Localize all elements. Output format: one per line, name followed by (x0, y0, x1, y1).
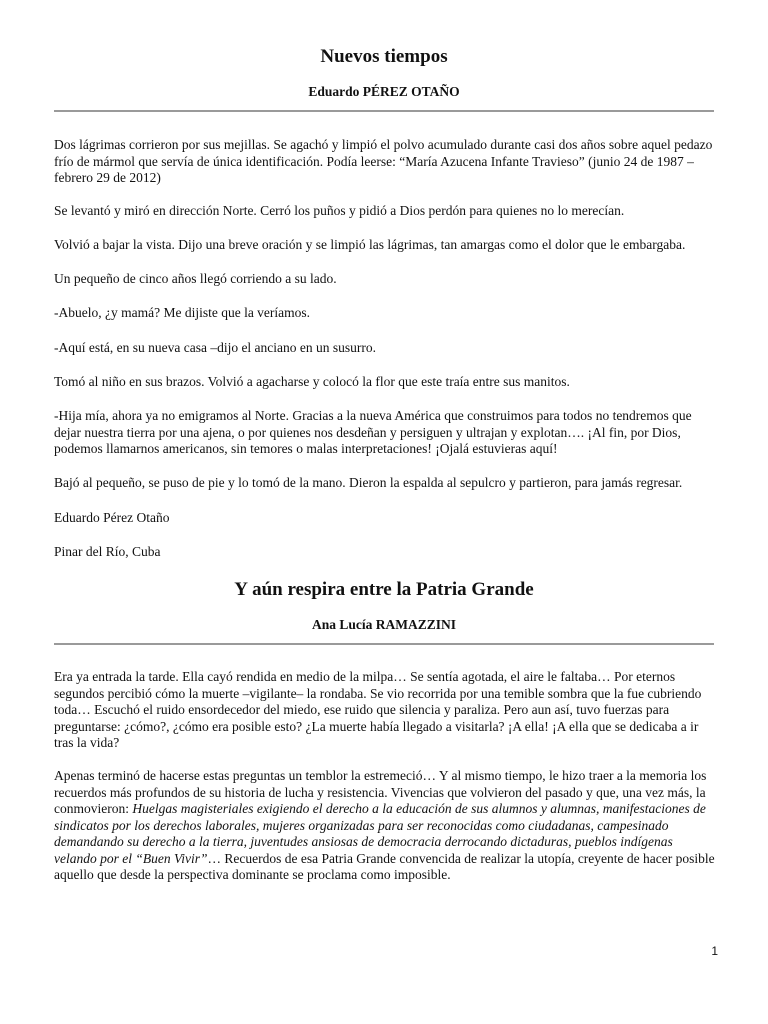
story1-paragraph: -Aquí está, en su nueva casa –dijo el anciano en un susurro. (54, 340, 377, 355)
story1-paragraph: Tomó al niño en sus brazos. Volvió a agacharse y colocó la flor que este traía entre sus manitos. (54, 374, 570, 389)
story1-divider (54, 110, 714, 112)
story1-paragraph: -Abuelo, ¿y mamá? Me dijiste que la veríamos. (54, 305, 311, 320)
story2-paragraph-text: Apenas terminó de hacerse estas preguntas un temblor la estremeció… Y al mismo tiempo, le hizo traer a la memoria los recuerdos más profundos de su historia de lucha y resistencia. Vivencias que volvieron del pasado y que, una vez más, la conmovieron: (54, 768, 707, 816)
page-number: 1 (711, 944, 718, 958)
story1-title: Nuevos tiempos (320, 46, 448, 67)
story1-paragraph: Volvió a bajar la vista. Dijo una breve oración y se limpió las lágrimas, tan amargas como el dolor que le embargaba. (54, 237, 686, 252)
story1-paragraph: Dos lágrimas corrieron por sus mejillas. Se agachó y limpió el polvo acumulado durante casi dos años sobre aquel pedazo frío de mármol que servía de única identificación. Podía leerse: “María Azucena Infante Travieso” (junio 24 de 1987 – febrero 29 de 2012) (54, 137, 713, 185)
story1-location: Pinar del Río, Cuba (54, 544, 161, 559)
story2-italic-passage: Huelgas magisteriales exigiendo el derecho a la educación de sus alumnos y alumnas, manifestaciones de sindicatos por los derechos laborales, mujeres organizadas para ser reconocidas como ciudadanas, campesinado demandando su derecho a la tierra, juventudes ansiosas de democracia derrocando dictaduras, pueblos indígenas velando por el “Buen Vivir” (54, 801, 706, 866)
story2-paragraph: Era ya entrada la tarde. Ella cayó rendida en medio de la milpa… Se sentía agotada, el aire le faltaba… Por eternos segundos percibió cómo la muerte –vigilante– la rondaba. Se vio recorrida por una temible sombra que la fue cubriendo toda… Escuchó el ruido ensordecedor del miedo, ese ruido que silencia y paraliza. Pero aun así, tuvo fuerzas para preguntarse: ¿cómo?, ¿cómo era posible esto? ¿La muerte había llegado a visitarla? ¡A ella! ¡A ella que se dedicaba a ir tras la vida? (54, 669, 702, 750)
story1-signature: Eduardo Pérez Otaño (54, 510, 170, 525)
story2-paragraph-text: … Recuerdos de esa Patria Grande convencida de realizar la utopía, creyente de hacer posible aquello que desde la perspectiva dominante se proclama como imposible. (54, 850, 715, 882)
story1-paragraph: Bajó al pequeño, se puso de pie y lo tomó de la mano. Dieron la espalda al sepulcro y partieron, para jamás regresar. (54, 475, 683, 490)
story2-paragraph (54, 768, 718, 884)
story2-author: Ana Lucía RAMAZZINI (311, 617, 457, 632)
story1-paragraph: Un pequeño de cinco años llegó corriendo a su lado. (54, 271, 337, 286)
story2-divider (54, 643, 714, 645)
story1-paragraph: Se levantó y miró en dirección Norte. Cerró los puños y pidió a Dios perdón para quienes no lo merecían. (54, 203, 625, 218)
story1-author: Eduardo PÉREZ OTAÑO (308, 84, 460, 99)
story1-paragraph: -Hija mía, ahora ya no emigramos al Norte. Gracias a la nueva América que construimos para todos no tendremos que dejar nuestra tierra por una ajena, o por quienes nos desdeñan y persiguen y ultrajan y explotan…. ¡Al fin, por Dios, podemos llamarnos americanos, sin temores o malas interpretaciones! ¡Ojalá estuvieras aquí! (54, 408, 692, 456)
story2-title: Y aún respira entre la Patria Grande (234, 579, 534, 600)
